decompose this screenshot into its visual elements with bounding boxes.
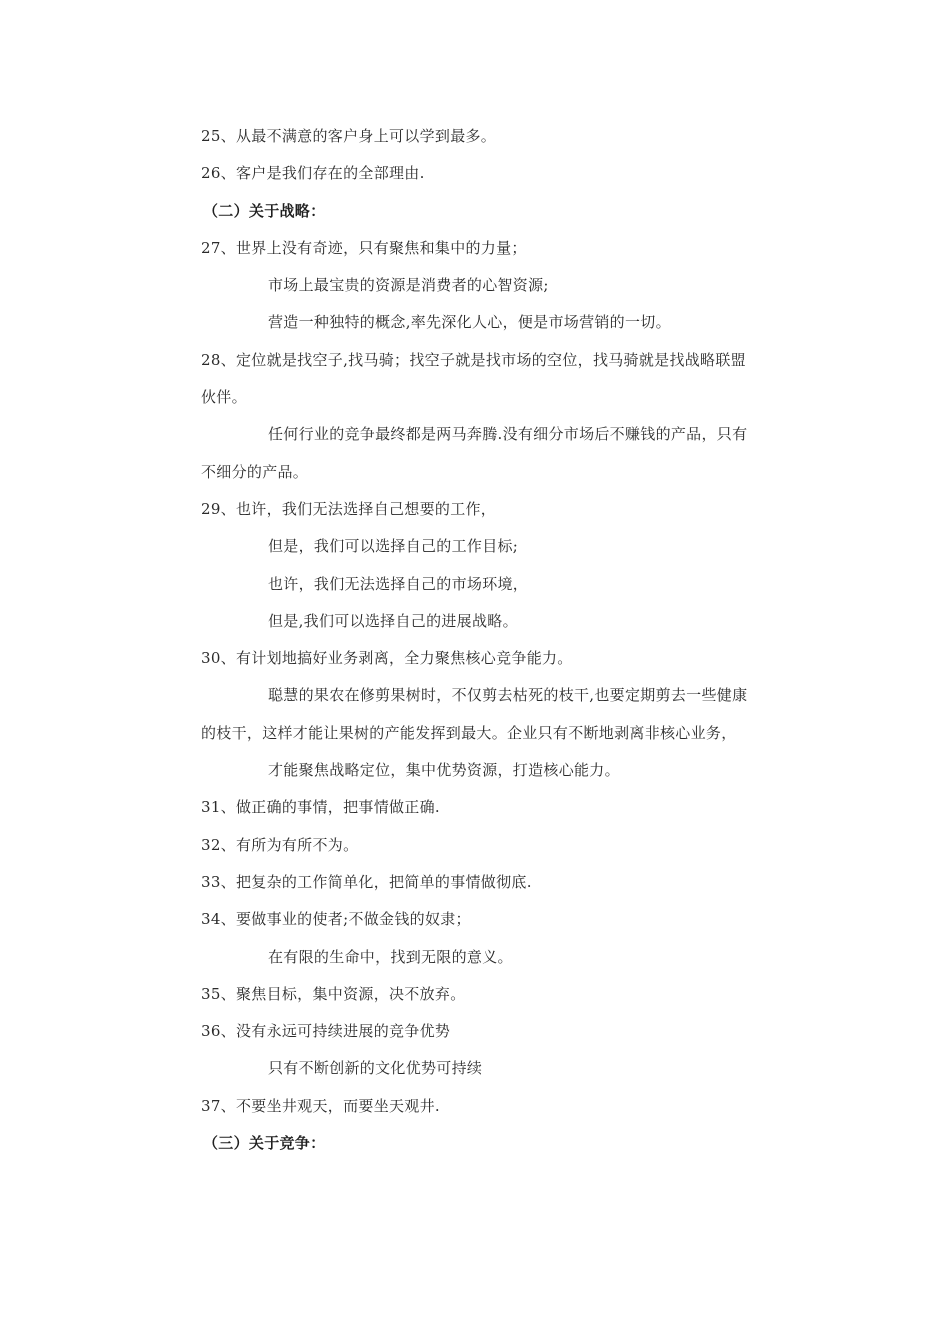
text-line: 32、有所为有所不为。 xyxy=(201,835,359,854)
text-line: 任何行业的竞争最终都是两马奔腾.没有细分市场后不赚钱的产品，只有 xyxy=(268,425,748,444)
text-line: 31、做正确的事情，把事情做正确. xyxy=(201,798,440,817)
text-line: 25、从最不满意的客户身上可以学到最多。 xyxy=(201,127,497,145)
text-line: 27、世界上没有奇迹，只有聚焦和集中的力量； xyxy=(201,238,527,257)
text-line: 也许，我们无法选择自己的市场环境， xyxy=(268,574,529,593)
text-line: 营造一种独特的概念,率先深化人心，便是市场营销的一切。 xyxy=(268,313,671,332)
text-line: 36、没有永远可持续进展的竞争优势 xyxy=(201,1022,451,1041)
text-line: 29、也许，我们无法选择自己想要的工作， xyxy=(201,499,497,518)
text-line: 30、有计划地搞好业务剥离，全力聚焦核心竞争能力。 xyxy=(201,649,573,668)
text-line: 34、要做事业的使者;不做金钱的奴隶； xyxy=(201,910,471,929)
text-line: 不细分的产品。 xyxy=(201,462,309,481)
text-line: 聪慧的果农在修剪果树时，不仅剪去枯死的枝干,也要定期剪去一些健康 xyxy=(268,686,748,705)
text-line: 的枝干，这样才能让果树的产能发挥到最大。企业只有不断地剥离非核心业务， xyxy=(201,723,737,742)
text-line: 市场上最宝贵的资源是消费者的心智资源; xyxy=(268,276,549,295)
text-line: 但是，我们可以选择自己的工作目标; xyxy=(268,537,519,556)
text-line: 35、聚焦目标，集中资源，决不放弃。 xyxy=(201,984,466,1003)
section-heading: （三）关于竞争： xyxy=(203,1134,326,1153)
text-line: 26、客户是我们存在的全部理由. xyxy=(201,164,425,183)
text-line: 37、不要坐井观天，而要坐天观井. xyxy=(201,1096,440,1115)
text-line: 只有不断创新的文化优势可持续 xyxy=(268,1059,483,1078)
text-line: 在有限的生命中，找到无限的意义。 xyxy=(268,947,513,966)
text-line: 但是,我们可以选择自己的进展战略。 xyxy=(268,611,518,630)
section-heading: （二）关于战略： xyxy=(203,201,326,220)
text-line: 才能聚焦战略定位，集中优势资源，打造核心能力。 xyxy=(268,761,620,780)
document-body xyxy=(201,118,801,1162)
text-line: 33、把复杂的工作简单化，把简单的事情做彻底. xyxy=(201,872,532,891)
text-line: 28、定位就是找空子,找马骑；找空子就是找市场的空位，找马骑就是找战略联盟 xyxy=(201,350,746,369)
text-line: 伙伴。 xyxy=(201,388,247,407)
